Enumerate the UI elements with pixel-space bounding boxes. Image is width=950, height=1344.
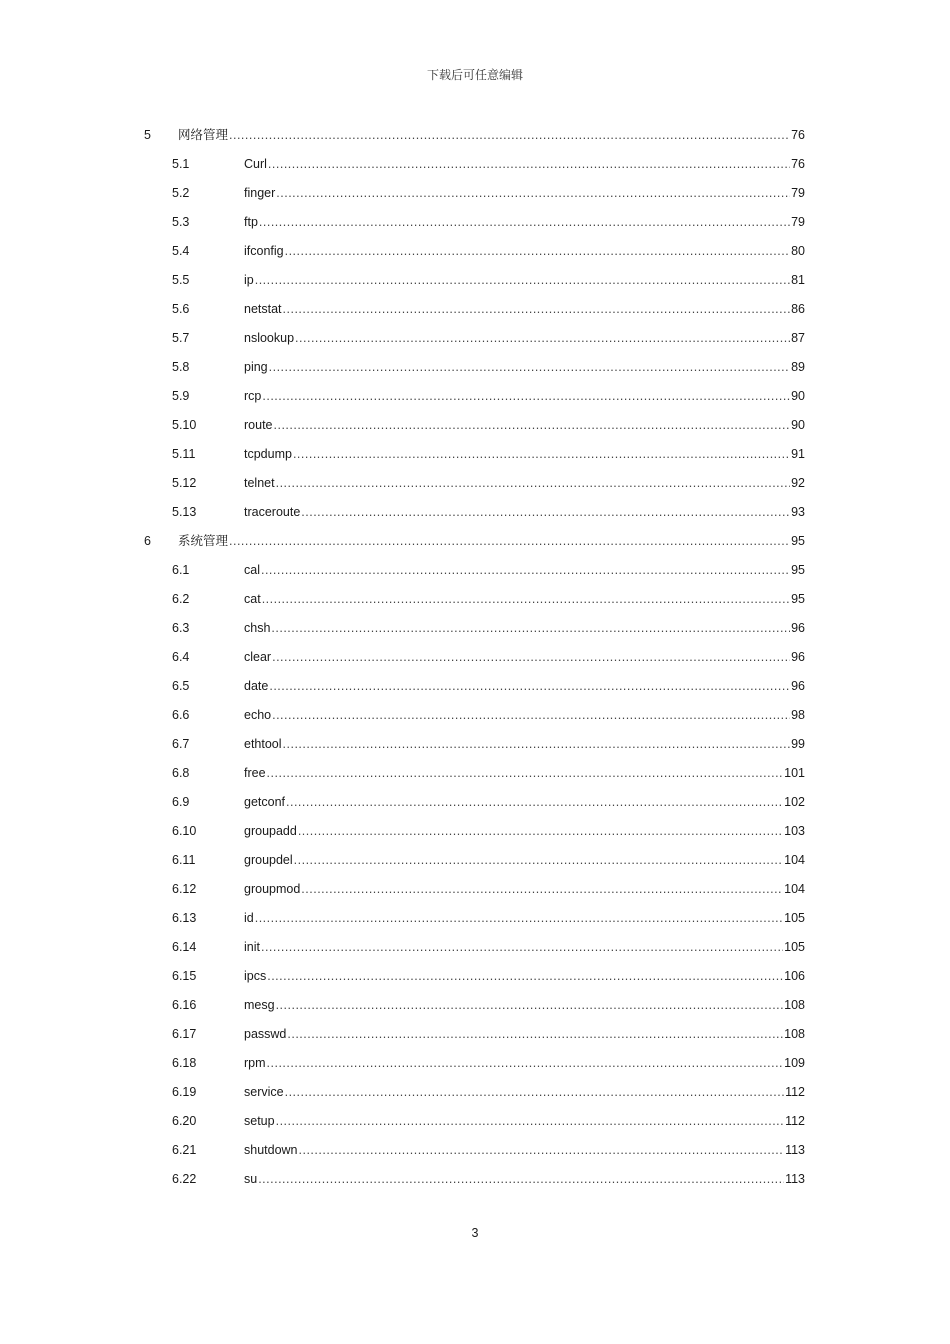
toc-section-entry[interactable] [172,1053,805,1073]
toc-entry-page: 112 [785,1085,805,1099]
toc-entry-number: 5.7 [172,331,190,345]
toc-entry-number: 6.2 [172,592,190,606]
toc-entry-number: 6.5 [172,679,190,693]
toc-entry-page: 79 [791,215,805,229]
toc-entry-number: 6.20 [172,1114,197,1128]
toc-section-entry[interactable] [172,850,805,870]
toc-entry-title: init [244,940,260,954]
toc-entry-page: 81 [791,273,805,287]
toc-dot-leader [276,1111,784,1131]
toc-dot-leader [267,1053,784,1073]
toc-entry-title: mesg [244,998,275,1012]
toc-entry-page: 87 [791,331,805,345]
toc-entry-title: ipcs [244,969,267,983]
toc-entry-page: 92 [791,476,805,490]
toc-entry-title: finger [244,186,276,200]
toc-dot-leader [301,879,783,899]
toc-dot-leader [298,821,783,841]
toc-dot-leader [276,183,790,203]
toc-dot-leader [262,589,790,609]
toc-section-entry[interactable] [172,676,805,696]
toc-dot-leader [276,995,784,1015]
toc-entry-title: ethtool [244,737,282,751]
toc-dot-leader [258,1169,784,1189]
toc-entry-title: cat [244,592,261,606]
toc-entry-number: 6.13 [172,911,197,925]
toc-entry-title: chsh [244,621,271,635]
toc-dot-leader [255,270,790,290]
toc-entry-number: 6.3 [172,621,190,635]
toc-entry-title: id [244,911,254,925]
toc-entry-page: 90 [791,389,805,403]
toc-section-entry[interactable] [172,647,805,667]
toc-dot-leader [276,473,791,493]
toc-dot-leader [229,125,790,145]
toc-entry-page: 104 [784,853,805,867]
toc-section-entry[interactable] [172,792,805,812]
toc-dot-leader [287,1024,783,1044]
toc-section-entry[interactable] [172,1024,805,1044]
toc-entry-title: 网络管理 [178,127,229,142]
toc-section-entry[interactable] [172,183,805,203]
toc-entry-page: 96 [791,621,805,635]
toc-entry-number: 5.2 [172,186,190,200]
toc-entry-page: 101 [784,766,805,780]
toc-section-entry[interactable] [172,879,805,899]
toc-entry-page: 95 [791,534,805,548]
toc-entry-number: 6.22 [172,1172,197,1186]
toc-entry-page: 93 [791,505,805,519]
toc-section-entry[interactable] [172,415,805,435]
toc-section-entry[interactable] [172,937,805,957]
toc-section-entry[interactable] [172,502,805,522]
toc-entry-title: traceroute [244,505,301,519]
toc-entry-number: 6.21 [172,1143,197,1157]
toc-section-entry[interactable] [172,995,805,1015]
toc-dot-leader [286,792,783,812]
toc-section-entry[interactable] [172,734,805,754]
toc-entry-page: 76 [791,128,805,142]
toc-entry-number: 6.6 [172,708,190,722]
toc-entry-title: passwd [244,1027,287,1041]
toc-entry-page: 108 [784,998,805,1012]
toc-entry-page: 103 [784,824,805,838]
toc-entry-page: 99 [791,737,805,751]
toc-entry-page: 95 [791,592,805,606]
toc-dot-leader [261,560,790,580]
toc-entry-number: 5.12 [172,476,197,490]
toc-dot-leader [272,647,790,667]
toc-dot-leader [229,531,790,551]
page-header: 下载后可任意编辑 [426,68,523,82]
toc-entry-title: groupadd [244,824,297,838]
toc-section-entry[interactable] [172,328,805,348]
toc-dot-leader [274,415,791,435]
toc-section-entry[interactable] [172,763,805,783]
toc-entry-number: 6.16 [172,998,197,1012]
toc-entry-page: 91 [791,447,805,461]
toc-entry-number: 6.11 [172,853,196,867]
toc-entry-title: tcpdump [244,447,292,461]
toc-dot-leader [301,502,790,522]
toc-entry-number: 6.1 [172,563,190,577]
toc-entry-number: 6.9 [172,795,190,809]
toc-entry-number: 5.5 [172,273,190,287]
toc-entry-title: service [244,1085,284,1099]
toc-entry-title: telnet [244,476,275,490]
toc-section-entry[interactable] [172,1082,805,1102]
toc-entry-title: groupdel [244,853,293,867]
toc-dot-leader [267,966,783,986]
toc-section-entry[interactable] [172,357,805,377]
toc-dot-leader [262,386,790,406]
toc-entry-number: 6.19 [172,1085,197,1099]
toc-section-entry[interactable] [172,154,805,174]
toc-entry-page: 106 [784,969,805,983]
toc-section-entry[interactable] [172,212,805,232]
toc-entry-number: 5.4 [172,244,190,258]
toc-entry-title: groupmod [244,882,301,896]
toc-entry-title: cal [244,563,260,577]
toc-entry-number: 6.7 [172,737,190,751]
toc-entry-title: date [244,679,269,693]
toc-chapter-entry[interactable] [144,125,805,145]
toc-entry-title: ip [244,273,254,287]
toc-dot-leader [294,850,783,870]
toc-dot-leader [283,734,791,754]
toc-entry-title: rpm [244,1056,266,1070]
toc-section-entry[interactable] [172,299,805,319]
toc-entry-title: su [244,1172,258,1186]
toc-section-entry[interactable] [172,473,805,493]
toc-entry-title: ping [244,360,268,374]
toc-entry-title: ftp [244,215,258,229]
toc-entry-number: 5.10 [172,418,197,432]
toc-section-entry[interactable] [172,241,805,261]
toc-section-entry[interactable] [172,1140,805,1160]
toc-entry-page: 105 [784,911,805,925]
toc-entry-title: rcp [244,389,262,403]
toc-dot-leader [283,299,791,319]
toc-entry-number: 5.11 [172,447,196,461]
toc-dot-leader [255,908,783,928]
toc-section-entry[interactable] [172,444,805,464]
toc-section-entry[interactable] [172,270,805,290]
toc-entry-page: 89 [791,360,805,374]
toc-entry-title: echo [244,708,272,722]
toc-entry-page: 108 [784,1027,805,1041]
toc-entry-number: 6.17 [172,1027,197,1041]
toc-section-entry[interactable] [172,618,805,638]
toc-entry-title: route [244,418,273,432]
toc-dot-leader [285,241,790,261]
toc-entry-title: free [244,766,266,780]
toc-entry-title: nslookup [244,331,295,345]
toc-entry-page: 98 [791,708,805,722]
toc-entry-page: 104 [784,882,805,896]
toc-dot-leader [271,618,790,638]
toc-entry-page: 80 [791,244,805,258]
toc-entry-page: 112 [785,1114,805,1128]
toc-section-entry[interactable] [172,1111,805,1131]
toc-entry-number: 5.3 [172,215,190,229]
toc-entry-number: 5.13 [172,505,197,519]
toc-entry-number: 6.10 [172,824,197,838]
toc-entry-number: 6.14 [172,940,197,954]
toc-dot-leader [267,763,784,783]
toc-dot-leader [293,444,790,464]
toc-entry-title: ifconfig [244,244,284,258]
toc-entry-number: 6.4 [172,650,190,664]
toc-section-entry[interactable] [172,908,805,928]
toc-entry-number: 5 [144,128,151,142]
toc-chapter-entry[interactable] [144,531,805,551]
toc-section-entry[interactable] [172,821,805,841]
toc-entry-page: 96 [791,650,805,664]
toc-entry-page: 113 [785,1172,805,1186]
toc-entry-page: 76 [791,157,805,171]
toc-entry-number: 6.12 [172,882,197,896]
toc-entry-number: 6.8 [172,766,190,780]
toc-entry-title: clear [244,650,272,664]
toc-entry-page: 90 [791,418,805,432]
toc-entry-number: 6.18 [172,1056,197,1070]
toc-entry-title: netstat [244,302,282,316]
toc-entry-number: 5.9 [172,389,190,403]
toc-section-entry[interactable] [172,560,805,580]
toc-dot-leader [259,212,790,232]
toc-entry-page: 102 [784,795,805,809]
toc-entry-title: shutdown [244,1143,298,1157]
toc-entry-number: 6.15 [172,969,197,983]
toc-entry-title: getconf [244,795,286,809]
toc-entry-page: 109 [784,1056,805,1070]
toc-dot-leader [261,937,783,957]
toc-dot-leader [285,1082,784,1102]
toc-entry-page: 86 [791,302,805,316]
toc-entry-title: setup [244,1114,275,1128]
toc-entry-page: 95 [791,563,805,577]
toc-section-entry[interactable] [172,589,805,609]
toc-entry-page: 79 [791,186,805,200]
toc-entry-page: 96 [791,679,805,693]
toc-entry-number: 5.6 [172,302,190,316]
toc-entry-title: Curl [244,157,267,171]
toc-section-entry[interactable] [172,386,805,406]
toc-dot-leader [272,705,790,725]
toc-section-entry[interactable] [172,705,805,725]
toc-dot-leader [269,676,790,696]
toc-dot-leader [268,154,790,174]
toc-entry-title: 系统管理 [178,533,229,548]
toc-entry-page: 105 [784,940,805,954]
toc-section-entry[interactable] [172,1169,805,1189]
toc-entry-number: 5.8 [172,360,190,374]
toc-dot-leader [299,1140,785,1160]
toc-dot-leader [269,357,790,377]
toc-entry-number: 5.1 [172,157,190,171]
toc-entry-page: 113 [785,1143,805,1157]
toc-section-entry[interactable] [172,966,805,986]
page-number: 3 [471,1226,479,1240]
toc-dot-leader [295,328,790,348]
toc-entry-number: 6 [144,534,151,548]
